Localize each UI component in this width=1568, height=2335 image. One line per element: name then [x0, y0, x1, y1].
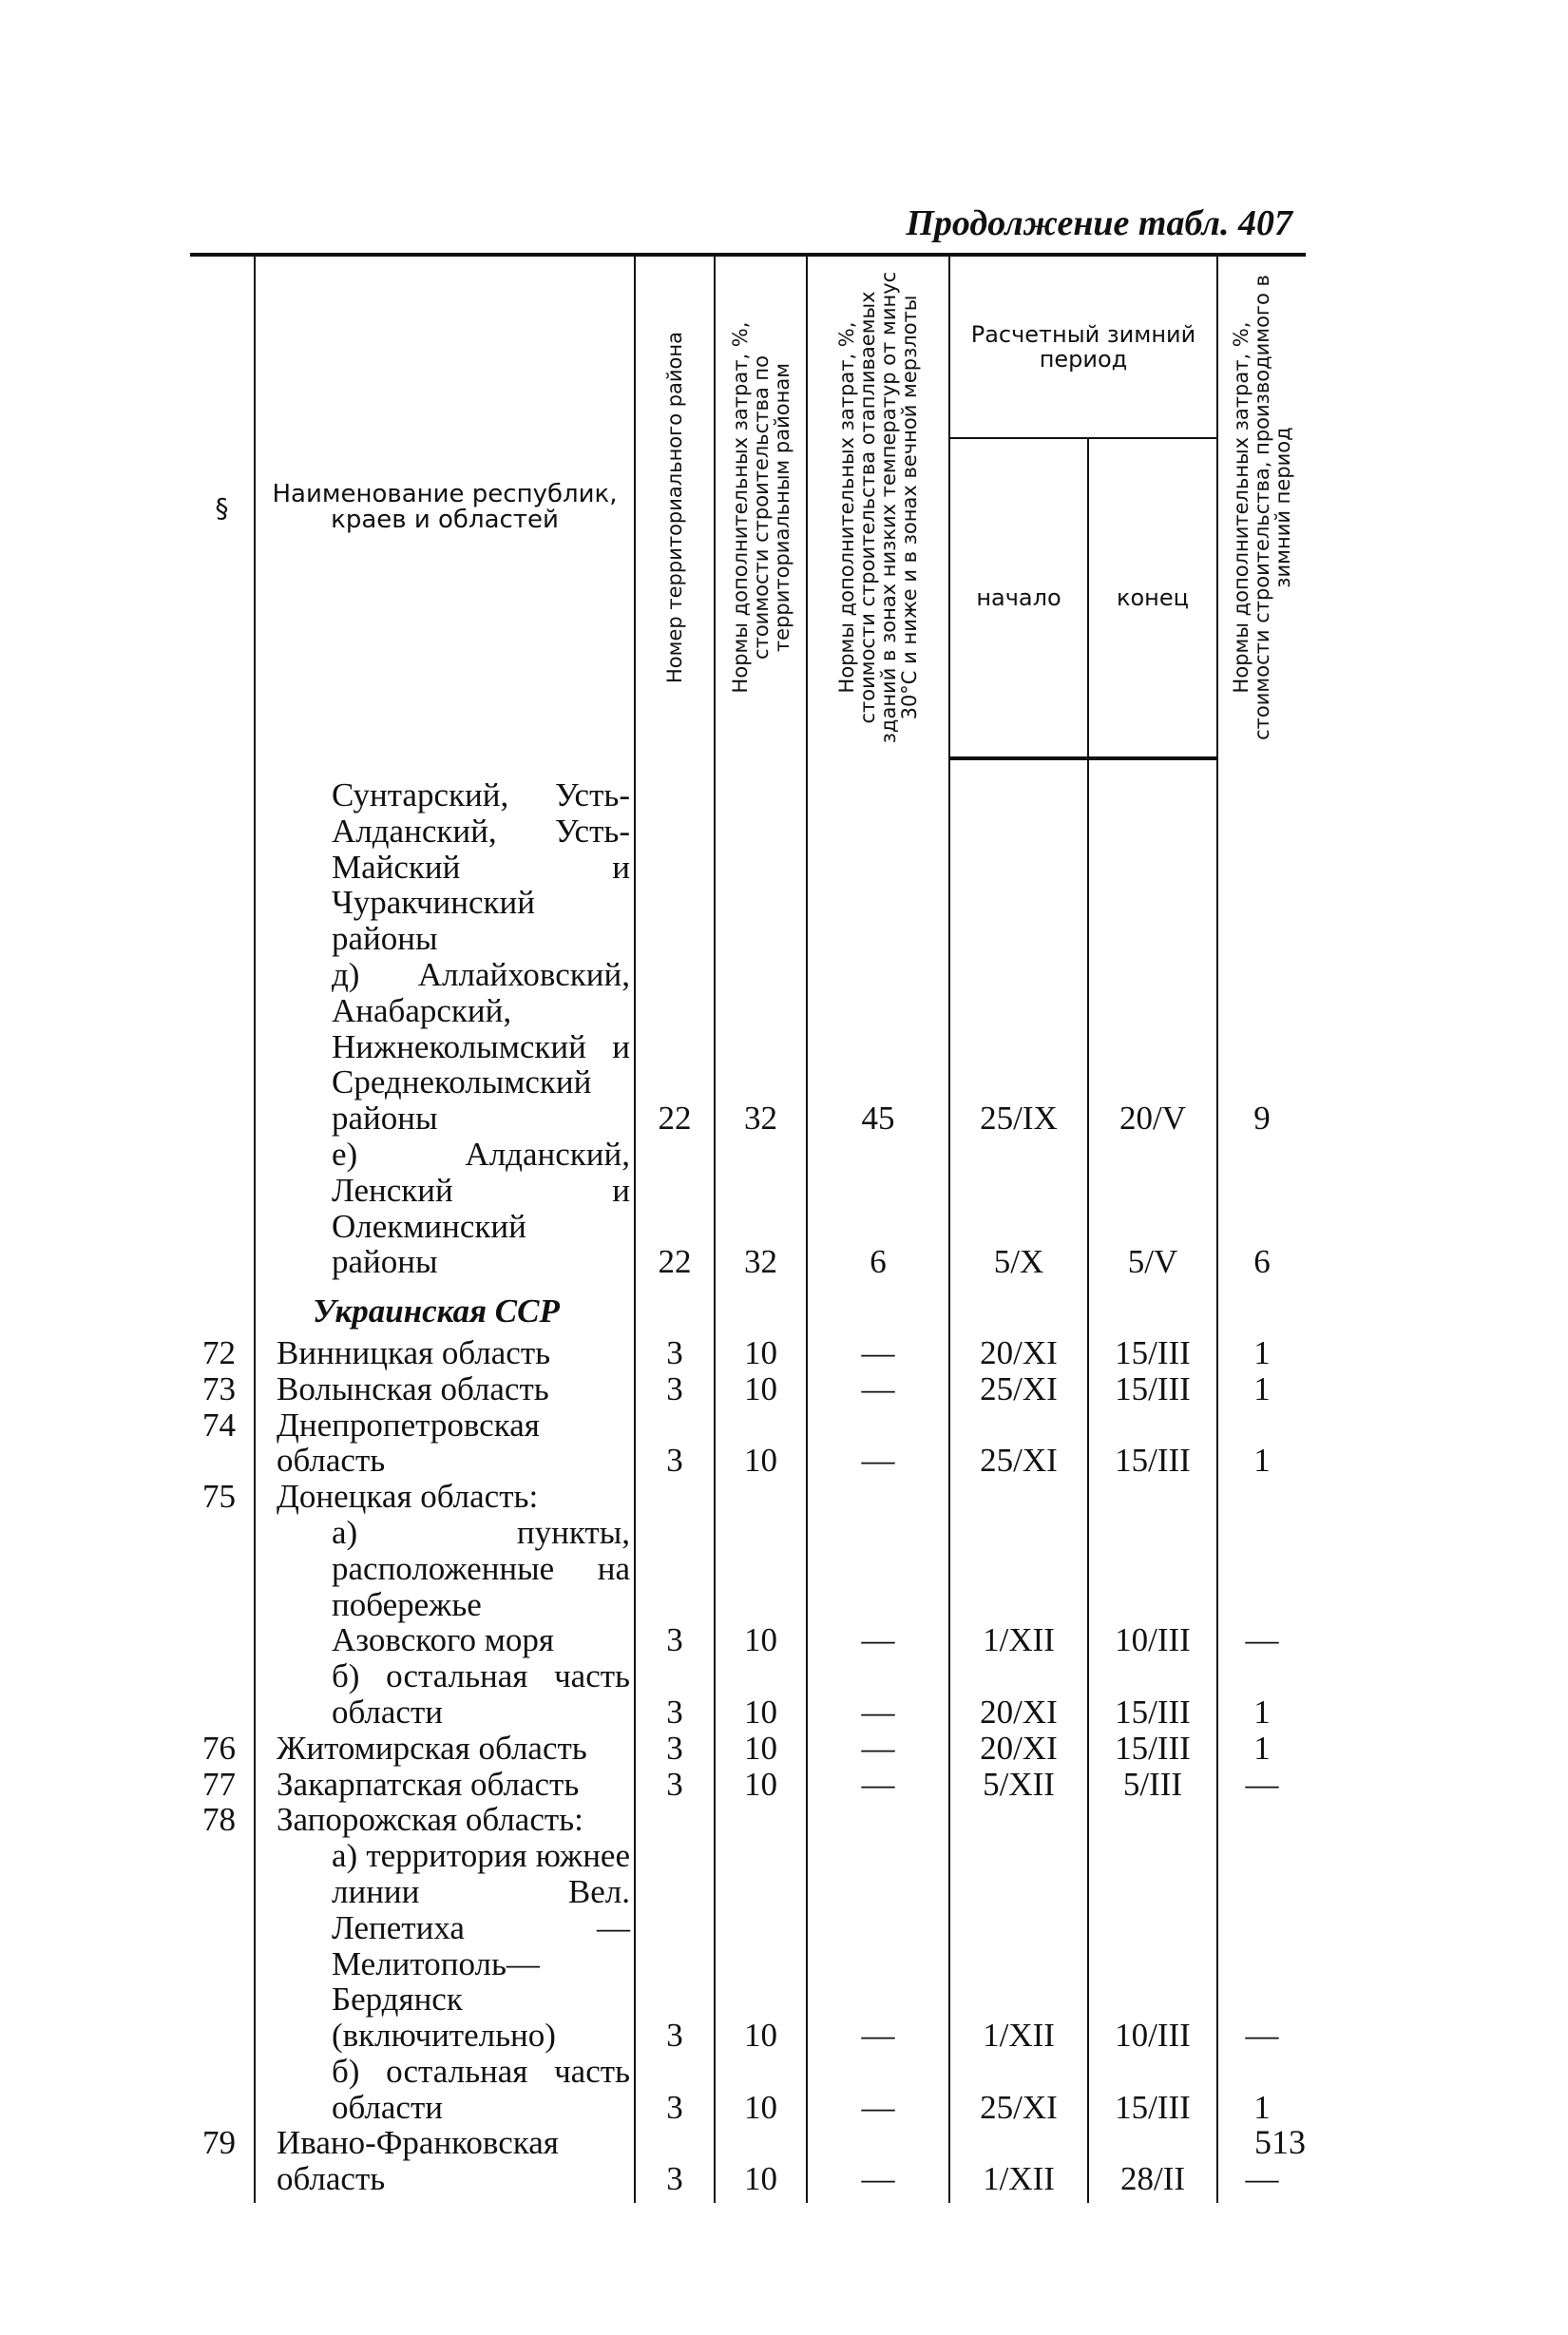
cell-period-start: 1/XII: [949, 2125, 1088, 2203]
row-name: Запорожская область:: [255, 1802, 635, 1838]
data-table: [190, 253, 1306, 2203]
empty-cell: [1088, 1280, 1217, 1335]
empty-cell: [1217, 1280, 1306, 1335]
cell-district-no: 22: [635, 957, 715, 1137]
cell-norm-winter: —: [1217, 1767, 1306, 1803]
cell-period-end: [1088, 1802, 1217, 1838]
row-name: Закарпатская область: [255, 1767, 635, 1803]
row-name: Ивано-Франковская область: [255, 2125, 635, 2203]
row-number: 77: [202, 1765, 236, 1803]
cell-district-no: 3: [635, 2125, 715, 2203]
table-row: [190, 2125, 1306, 2203]
table-row: [190, 1767, 1306, 1803]
cell-norm-territorial: 10: [715, 2054, 807, 2126]
table-row: [190, 1838, 1306, 2054]
cell-period-end: [1088, 758, 1217, 957]
row-number: [190, 2054, 255, 2126]
cell-period-start: 20/XI: [949, 1335, 1088, 1371]
page-number: 513: [1254, 2123, 1306, 2161]
cell-district-no: 3: [635, 1371, 715, 1407]
header-start: начало: [949, 439, 1088, 758]
cell-norm-heated: —: [807, 1335, 949, 1371]
cell-period-start: 5/X: [949, 1137, 1088, 1280]
cell-norm-winter: [1217, 758, 1306, 957]
cell-norm-heated: —: [807, 2054, 949, 2126]
cell-norm-territorial: 32: [715, 957, 807, 1137]
cell-period-start: [949, 1479, 1088, 1515]
row-name: Донецкая область:: [255, 1479, 635, 1515]
cell-norm-winter: [1217, 1802, 1306, 1838]
cell-district-no: 3: [635, 1658, 715, 1731]
table-row: [190, 1658, 1306, 1731]
table-row: [190, 758, 1306, 957]
cell-period-start: 25/XI: [949, 1407, 1088, 1480]
header-name: Наименование республик, краев и областей: [255, 255, 635, 758]
cell-period-start: [949, 758, 1088, 957]
header-norm-winter: Нормы дополнительных затрат, %, стоимости строительства, производимого в зимний период: [1217, 255, 1306, 758]
cell-district-no: 3: [635, 1515, 715, 1658]
row-name: Волынская область: [255, 1371, 635, 1407]
table-body: [190, 758, 1306, 2203]
cell-period-start: 20/XI: [949, 1731, 1088, 1767]
cell-district-no: [635, 1479, 715, 1515]
cell-norm-winter: —: [1217, 2125, 1306, 2203]
cell-district-no: 3: [635, 2054, 715, 2126]
row-name: б) остальная часть области: [255, 1658, 635, 1731]
empty-cell: [635, 1280, 715, 1335]
cell-district-no: [635, 758, 715, 957]
header-end: конец: [1088, 439, 1217, 758]
cell-period-end: 20/V: [1088, 957, 1217, 1137]
cell-period-end: 5/III: [1088, 1767, 1217, 1803]
cell-district-no: [635, 1802, 715, 1838]
row-number: 75: [202, 1478, 236, 1516]
row-number: [190, 1838, 255, 2054]
cell-norm-territorial: [715, 758, 807, 957]
cell-norm-territorial: [715, 1479, 807, 1515]
region-row: [190, 1280, 1306, 1335]
row-number: 72: [202, 1333, 236, 1371]
cell-period-start: 25/XI: [949, 1371, 1088, 1407]
empty-cell: [807, 1280, 949, 1335]
region-title: Украинская ССР: [255, 1280, 635, 1335]
table-row: [190, 2054, 1306, 2126]
cell-period-end: 15/III: [1088, 1371, 1217, 1407]
cell-norm-heated: —: [807, 1515, 949, 1658]
table-row: [190, 1515, 1306, 1658]
cell-district-no: 3: [635, 1838, 715, 2054]
row-name: а) территория южнее линии Вел. Лепетиха — Мелитополь—Бердянск (включительно): [255, 1838, 635, 2054]
cell-period-end: 15/III: [1088, 1658, 1217, 1731]
row-number: 74: [202, 1406, 236, 1444]
row-name: а) пункты, расположенные на побережье Азовского моря: [255, 1515, 635, 1658]
cell-period-end: 15/III: [1088, 1731, 1217, 1767]
cell-norm-territorial: 10: [715, 1335, 807, 1371]
row-name: Сунтарский, Усть-Алданский, Усть-Майский и Чуракчинский районы: [255, 758, 635, 957]
cell-district-no: 3: [635, 1335, 715, 1371]
cell-period-start: 25/XI: [949, 2054, 1088, 2126]
cell-period-end: 28/II: [1088, 2125, 1217, 2203]
cell-norm-winter: 1: [1217, 1371, 1306, 1407]
row-number: [190, 1280, 255, 1335]
cell-norm-winter: 1: [1217, 1658, 1306, 1731]
row-name: д) Аллайховский, Анабарский, Нижнеколымский и Среднеколымский районы: [255, 957, 635, 1137]
cell-norm-heated: —: [807, 1407, 949, 1480]
table-row: [190, 1335, 1306, 1371]
cell-period-start: 5/XII: [949, 1767, 1088, 1803]
row-number: [190, 1658, 255, 1731]
header-district-no: Номер территориального района: [635, 255, 715, 758]
cell-period-end: 5/V: [1088, 1137, 1217, 1280]
row-number: 76: [202, 1729, 236, 1767]
cell-period-start: [949, 1802, 1088, 1838]
cell-norm-territorial: 10: [715, 1658, 807, 1731]
row-name: б) остальная часть области: [255, 2054, 635, 2126]
cell-norm-heated: —: [807, 1838, 949, 2054]
cell-norm-territorial: 32: [715, 1137, 807, 1280]
cell-norm-winter: 6: [1217, 1137, 1306, 1280]
cell-norm-winter: —: [1217, 1515, 1306, 1658]
cell-norm-territorial: 10: [715, 1838, 807, 2054]
row-name: е) Алданский, Ленский и Олекминский районы: [255, 1137, 635, 1280]
row-number: 79: [202, 2124, 236, 2162]
cell-norm-territorial: 10: [715, 2125, 807, 2203]
cell-norm-winter: 1: [1217, 1731, 1306, 1767]
table-row: [190, 1731, 1306, 1767]
cell-norm-territorial: 10: [715, 1515, 807, 1658]
table-row: [190, 1802, 1306, 1838]
cell-norm-heated: [807, 1479, 949, 1515]
cell-norm-heated: —: [807, 1767, 949, 1803]
cell-norm-heated: 6: [807, 1137, 949, 1280]
cell-norm-heated: —: [807, 2125, 949, 2203]
table-row: [190, 1407, 1306, 1480]
table-caption: Продолжение табл. 407: [906, 203, 1292, 243]
cell-district-no: 3: [635, 1731, 715, 1767]
row-name: Винницкая область: [255, 1335, 635, 1371]
cell-district-no: 3: [635, 1767, 715, 1803]
cell-norm-heated: [807, 1802, 949, 1838]
cell-norm-heated: [807, 758, 949, 957]
cell-norm-winter: 9: [1217, 957, 1306, 1137]
row-number: [190, 1137, 255, 1280]
cell-norm-heated: —: [807, 1731, 949, 1767]
empty-cell: [715, 1280, 807, 1335]
cell-period-start: 20/XI: [949, 1658, 1088, 1731]
cell-norm-heated: —: [807, 1371, 949, 1407]
cell-norm-winter: [1217, 1479, 1306, 1515]
row-name: Житомирская область: [255, 1731, 635, 1767]
header-winter-period: Расчетный зимний период: [949, 255, 1217, 439]
cell-period-start: 25/IX: [949, 957, 1088, 1137]
cell-period-end: 10/III: [1088, 1838, 1217, 2054]
row-number: [190, 957, 255, 1137]
table-header: [190, 255, 1306, 758]
header-norm-territorial: Нормы дополнительных затрат, %, стоимости строительства по территориальным районам: [715, 255, 807, 758]
cell-district-no: 22: [635, 1137, 715, 1280]
header-section: §: [190, 255, 255, 758]
row-name: Днепропетровская область: [255, 1407, 635, 1480]
cell-norm-winter: 1: [1217, 1335, 1306, 1371]
cell-norm-territorial: 10: [715, 1371, 807, 1407]
cell-norm-winter: 1: [1217, 1407, 1306, 1480]
cell-norm-heated: 45: [807, 957, 949, 1137]
cell-period-end: 15/III: [1088, 2054, 1217, 2126]
cell-period-start: 1/XII: [949, 1838, 1088, 2054]
table-row: [190, 957, 1306, 1137]
table-row: [190, 1371, 1306, 1407]
row-number: [190, 1515, 255, 1658]
cell-period-end: [1088, 1479, 1217, 1515]
cell-norm-winter: —: [1217, 1838, 1306, 2054]
cell-period-end: 15/III: [1088, 1335, 1217, 1371]
cell-norm-territorial: 10: [715, 1767, 807, 1803]
table-row: [190, 1479, 1306, 1515]
table-row: [190, 1137, 1306, 1280]
cell-period-end: 15/III: [1088, 1407, 1217, 1480]
row-number: 73: [202, 1369, 236, 1407]
cell-norm-territorial: 10: [715, 1731, 807, 1767]
empty-cell: [949, 1280, 1088, 1335]
cell-district-no: 3: [635, 1407, 715, 1480]
header-norm-heated: Нормы дополнительных затрат, %, стоимости строительства отапливаемых зданий в зонах низких температур от минус 30°С и ниже и в зонах вечной мерзлоты: [807, 255, 949, 758]
row-number: 78: [202, 1801, 236, 1839]
cell-period-start: 1/XII: [949, 1515, 1088, 1658]
cell-norm-heated: —: [807, 1658, 949, 1731]
cell-norm-winter: 1: [1217, 2054, 1306, 2126]
cell-norm-territorial: [715, 1802, 807, 1838]
cell-period-end: 10/III: [1088, 1515, 1217, 1658]
cell-norm-territorial: 10: [715, 1407, 807, 1480]
row-number: [190, 758, 255, 957]
